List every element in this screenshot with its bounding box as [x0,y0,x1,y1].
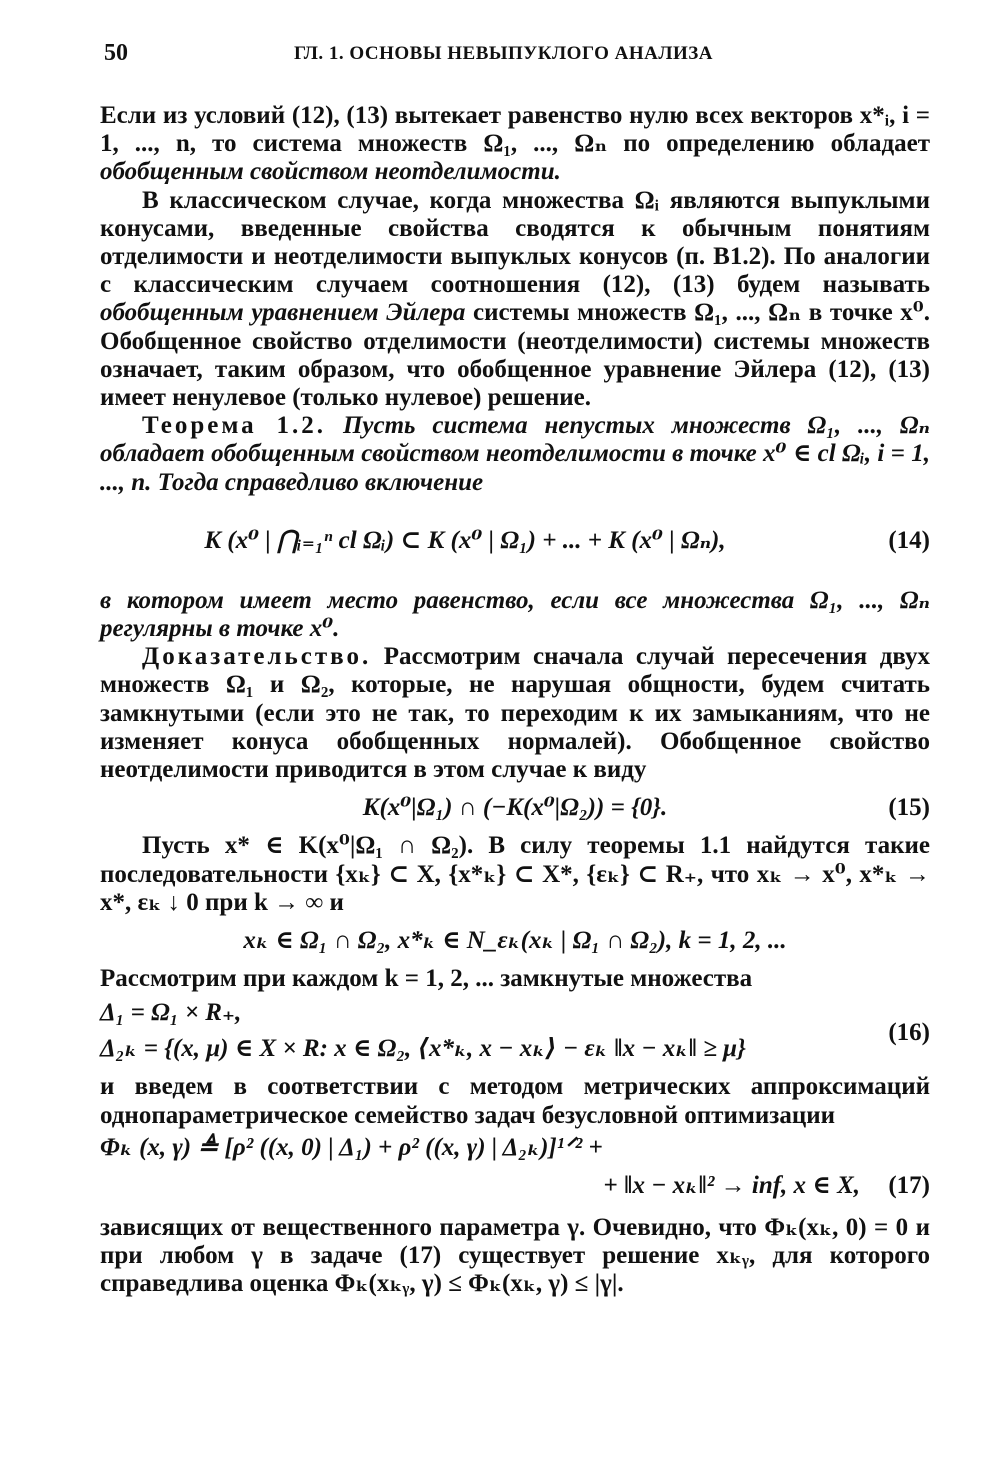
paragraph-2-italic: обобщенным уравнением Эйлера [100,299,466,327]
equation-14 [100,501,930,581]
page-header [104,40,925,70]
paragraph-last-text: зависящих от вещественного параметра γ. Очевидно, что Φₖ(xₖ, 0) = 0 и при любом γ в задаче (17) существует решение xₖᵧ, для которого справедлива оценка Φₖ(xₖᵧ, γ) ≤ Φₖ(xₖ, γ) ≤ |γ|. [100,1213,930,1298]
paragraph-2-text-a: В классическом случае, когда множества Ωᵢ являются выпуклыми конусами, введенные свойства сводятся к обычным понятиям отделимости и неотделимости выпуклых конусов (п. B1.2). По аналогии с классическим случаем соотношения (12), (13) будем называть [100,186,930,299]
paragraph-last [100,1214,930,1299]
paragraph-2 [100,187,930,413]
paragraph-closed-sets-text: Рассмотрим при каждом k = 1, 2, ... замкнутые множества [100,965,753,993]
equation-15-body: K(x⁰|Ω₁) ∩ (−K(x⁰|Ω₂)) = {0}. [362,794,668,822]
equation-membership-body: xₖ ∈ Ω₁ ∩ Ω₂, x*ₖ ∈ N_εₖ(xₖ | Ω₁ ∩ Ω₂), k = 1, 2, ... [243,927,787,955]
equation-16-number: (16) [888,1019,930,1047]
equation-14-number: (14) [888,526,930,554]
theorem-paragraph [100,412,930,497]
equation-14-body: K (x⁰ | ⋂ᵢ₌₁ⁿ cl Ωᵢ) ⊂ K (x⁰ | Ω₁) + ... + K (x⁰ | Ωₙ), [204,526,726,554]
page-number: 50 [104,40,128,66]
theorem-label: Теорема 1.2. [142,412,327,440]
equation-membership [100,927,930,955]
equation-17-line-1: Φₖ (x, γ) ≜ [ρ² ((x, 0) | Δ₁) + ρ² ((x, γ) | Δ₂ₖ)]¹ᐟ² + [100,1133,603,1161]
proof-paragraph [100,643,930,784]
equation-17 [100,1134,930,1204]
paragraph-closed-sets [100,965,930,993]
paragraph-sequences [100,832,930,917]
equation-17-number: (17) [888,1171,930,1199]
proof-text: Рассмотрим сначала случай пересечения двух множеств Ω₁ и Ω₂, которые, не нарушая общности, будем считать замкнутыми (если это не так, то переходим к их замыканиям, что не изменяет конуса обобщенных нормалей). Обобщенное свойство неотделимости приводится в этом случае к виду [100,643,930,784]
theorem-continuation [100,587,930,643]
equation-15-number: (15) [888,794,930,822]
equation-16-line-1: Δ₁ = Ω₁ × R₊, [100,999,242,1027]
equation-15 [100,794,930,822]
theorem-statement: Пусть система непустых множеств Ω₁, ..., Ωₙ обладает обобщенным свойством неотделимости в точке x⁰ ∈ cl Ωᵢ, i = 1, ..., n. Тогда справедливо включение [100,412,930,496]
running-title: ГЛ. 1. ОСНОВЫ НЕВЫПУКЛОГО АНАЛИЗА [294,43,714,64]
page-body [100,102,930,1299]
paragraph-family-text: и введем в соответствии с методом метрических аппроксимаций однопараметрическое семейство задач безусловной оптимизации [100,1073,930,1129]
paragraph-1-text: Если из условий (12), (13) вытекает равенство нулю всех векторов x*ᵢ, i = 1, ..., n, то система множеств Ω₁, ..., Ωₙ по определению обладает [100,102,931,158]
equation-16-line-2: Δ₂ₖ = {(x, μ) ∈ X × R: x ∈ Ω₂, ⟨x*ₖ, x − xₖ⟩ − εₖ ‖x − xₖ‖ ≥ μ} [100,1035,746,1063]
equation-17-line-2: + ‖x − xₖ‖² → inf, x ∈ X, [603,1171,860,1199]
proof-label: Доказательство. [142,643,372,671]
paragraph-1-italic: обобщенным свойством неотделимости. [100,158,561,186]
theorem-continuation-text: в котором имеет место равенство, если все множества Ω₁, ..., Ωₙ регулярны в точке x⁰. [100,586,930,643]
paragraph-sequences-text: Пусть x* ∈ K(x⁰|Ω₁ ∩ Ω₂). В силу теоремы 1.1 найдутся такие последовательности {xₖ} ⊂ X, {x*ₖ} ⊂ X*, {εₖ} ⊂ R₊, что xₖ → x⁰, x*ₖ → x*, εₖ ↓ 0 при k → ∞ и [100,832,930,916]
paragraph-family [100,1073,930,1129]
paragraph-1 [100,102,930,187]
paragraph-2-text-b: системы множеств Ω₁, ..., Ωₙ в точке x⁰. Обобщенное свойство отделимости (неотделимости) системы множеств означает, таким образом, что обобщенное уравнение Эйлера (12), (13) имеет ненулевое (только нулевое) решение. [100,299,930,412]
equation-16 [100,999,930,1065]
